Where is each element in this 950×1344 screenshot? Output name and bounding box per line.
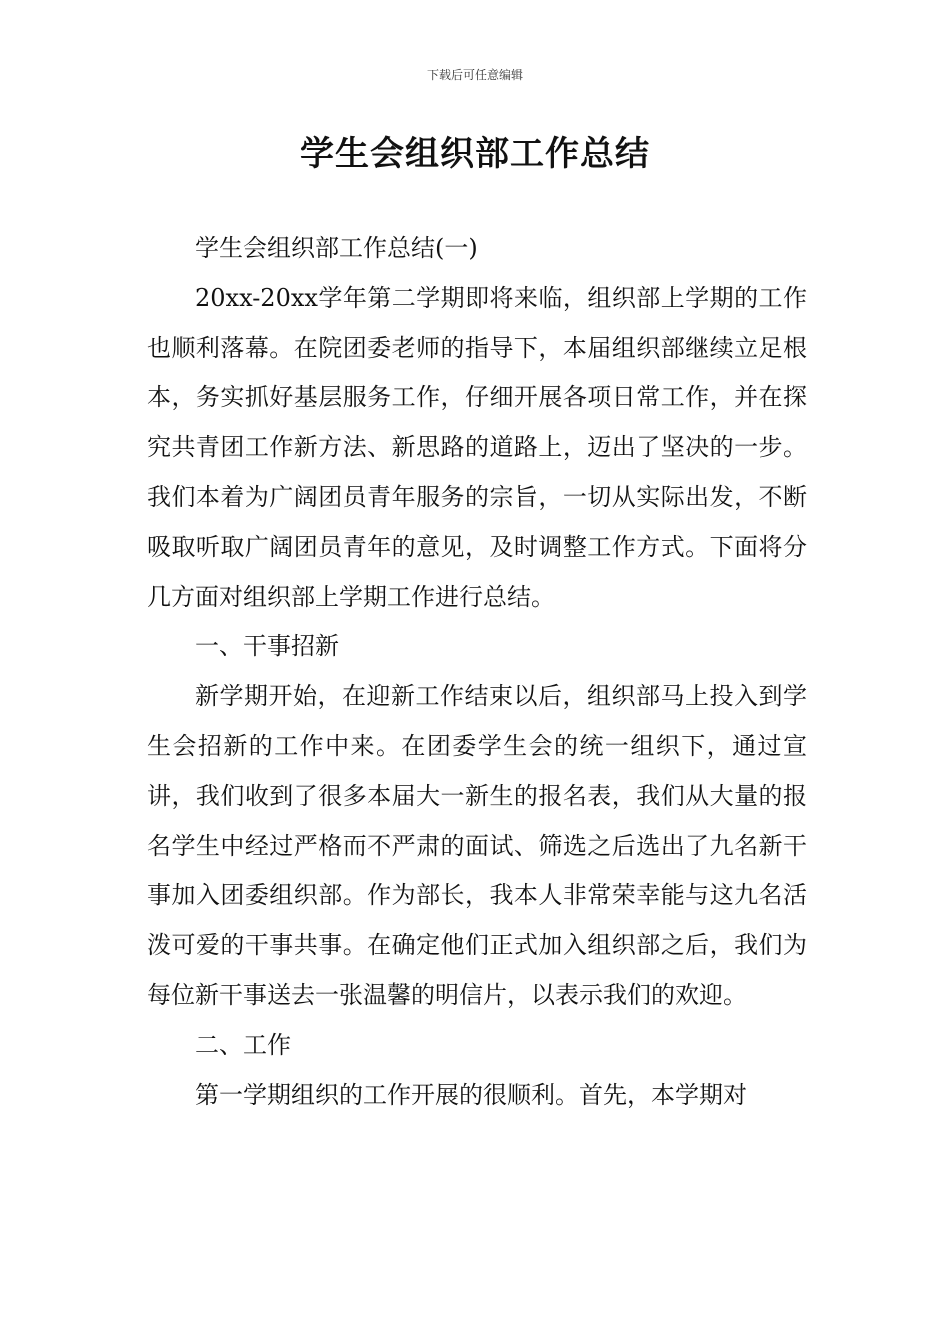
paragraph-intro: 20xx-20xx学年第二学期即将来临，组织部上学期的工作也顺利落幕。在院团委老师的指导下，本届组织部继续立足根本，务实抓好基层服务工作，仔细开展各项日常工作，并在探究共青团工作新方法、新思路的道路上，迈出了坚决的一步。我们本着为广阔团员青年服务的宗旨，一切从实际出发，不断吸取听取广阔团员青年的意见，及时调整工作方式。下面将分几方面对组织部上学期工作进行总结。 xyxy=(147,283,807,611)
paragraph-recruitment: 新学期开始，在迎新工作结束以后，组织部马上投入到学生会招新的工作中来。在团委学生会的统一组织下，通过宣讲，我们收到了很多本届大一新生的报名表，我们从大量的报名学生中经过严格而不严肃的面试、筛选之后选出了九名新干事加入团委组织部。作为部长，我本人非常荣幸能与这九名活泼可爱的干事共事。在确定他们正式加入组织部之后，我们为每位新干事送去一张温馨的明信片，以表示我们的欢迎。 xyxy=(147,682,807,1009)
document-body xyxy=(147,224,807,1120)
paragraph-subtitle: 学生会组织部工作总结(一) xyxy=(195,234,478,262)
paragraph-work: 第一学期组织的工作开展的很顺利。首先，本学期对 xyxy=(195,1080,747,1109)
section-heading-work: 二、工作 xyxy=(195,1030,291,1059)
header-note: 下载后可任意编辑 xyxy=(426,68,523,82)
section-heading-recruitment: 一、干事招新 xyxy=(195,632,339,661)
document-title: 学生会组织部工作总结 xyxy=(300,134,650,174)
